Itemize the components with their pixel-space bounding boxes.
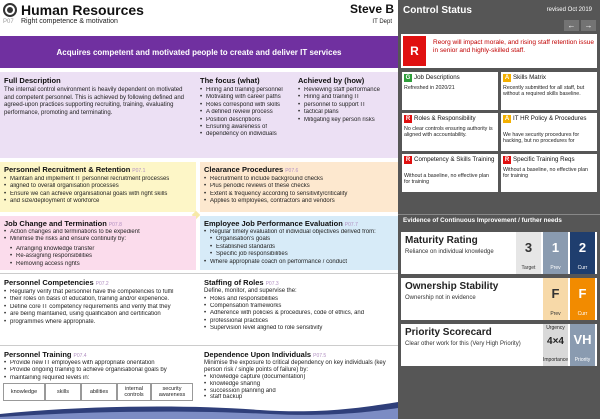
list-item: • Define core IT competency requirements and verify that they	[4, 304, 192, 311]
overall-rating-badge: R	[403, 36, 426, 66]
overall-status	[401, 34, 597, 68]
performance-code: P07.7	[344, 222, 358, 228]
control-desc: Without a baseline, no effective plan for training	[503, 167, 589, 180]
list-item: • Adherence with policies & procedures, code of ethics, and	[204, 310, 394, 317]
control-status-title: Control Status	[403, 5, 472, 16]
skill-cell: abilities	[81, 383, 117, 401]
list-item: • Regular timely evaluation of individual objectives derived from:	[204, 229, 394, 236]
job-change-section	[0, 216, 196, 246]
footer-wave	[0, 402, 398, 419]
list-item: • are being maintained, using qualification and certification	[4, 311, 192, 318]
control-cell[interactable]	[402, 113, 498, 151]
list-item: • aligned to overall organisation processes	[4, 183, 192, 190]
dependence-code: P07.5	[313, 353, 327, 359]
list-item: • Where appropriate coach on performance / conduct	[204, 259, 394, 266]
list-item: • Compensation frameworks	[204, 303, 394, 310]
list-item: • Extent & frequency according to sensitivity/criticality	[204, 191, 394, 198]
next-arrow-button[interactable]: →	[581, 20, 596, 31]
metric-name: Priority Scorecard	[405, 327, 492, 338]
competencies-section	[0, 276, 196, 346]
recruitment-code: P07.1	[132, 168, 146, 174]
metric-tile	[543, 278, 568, 320]
list-item: • Regularly verify that personnel have the competencies to fulfil	[4, 289, 192, 296]
job-change-list	[4, 229, 192, 244]
list-item: • succession planning and	[204, 388, 394, 395]
list-item: • personnel to support IT	[298, 102, 396, 109]
list-item: • Roles correspond with skills	[200, 102, 296, 109]
skill-cell: security awareness	[151, 383, 193, 401]
full-description-text: The internal control environment is heavily dependent on motivated and competent personnel. This is achieved by following defined and agreed-upon practices supporting recruiting, training, evaluating performance, promoting and terminating.	[4, 87, 185, 116]
staffing-title: Staffing of Roles	[204, 278, 264, 287]
list-item: • Plus periodic reviews of these checks	[204, 183, 394, 190]
competencies-list	[4, 289, 192, 326]
training-list	[4, 360, 192, 382]
training-title: Personnel Training	[4, 350, 72, 359]
clearance-title: Clearance Procedures	[204, 165, 284, 174]
owner-name: Steve B	[349, 2, 394, 16]
control-title: Skills Matrix	[513, 74, 547, 81]
job-change-title: Job Change and Termination	[4, 219, 107, 228]
process-code: P07	[3, 19, 14, 25]
list-item: • Ensure we can achieve organisational goals with right skills	[4, 191, 192, 198]
focus-list	[200, 87, 296, 139]
tile-value: 4×4	[547, 336, 564, 347]
list-item: • Established standards	[204, 244, 394, 251]
control-cell[interactable]	[402, 154, 498, 192]
tile-label: Priority	[574, 357, 591, 363]
clearance-code: P07.6	[285, 168, 299, 174]
divider	[0, 345, 398, 346]
metric-card	[401, 324, 597, 366]
list-item: • dependency on individuals	[200, 131, 296, 138]
tile-value: VH	[573, 332, 592, 347]
tile-label: Prev	[550, 311, 561, 317]
performance-list-after	[204, 259, 394, 266]
metric-desc: Reliance on individual knowledge	[405, 249, 494, 255]
achieved-title: Achieved by (how)	[298, 76, 365, 85]
rating-badge: R	[405, 116, 411, 122]
purpose-banner: Acquires competent and motivated people to create and deliver IT services	[0, 36, 398, 68]
control-cell[interactable]	[402, 72, 498, 110]
tile-value: 3	[524, 240, 533, 255]
list-item: • Applies to employees, contractors and vendors	[204, 198, 394, 205]
control-desc: No clear controls ensuring authority is aligned with accountability.	[404, 126, 493, 139]
control-cell[interactable]	[501, 113, 597, 151]
control-desc: Without a baseline, no effective plan for training	[404, 173, 490, 186]
list-item: • Provide new IT employees with appropriate orientation	[4, 360, 192, 367]
control-title: Specific Training Reqs	[513, 156, 575, 163]
list-item: • Re-assigning responsibilities	[4, 253, 192, 260]
clearance-section	[200, 162, 398, 212]
list-item: • Specific job responsibilities	[204, 251, 394, 258]
skills-strip	[3, 383, 193, 401]
list-item: • Minimise the risks and ensure continuity by:	[4, 236, 192, 243]
list-item: • maintaining required levels in:	[4, 375, 192, 382]
control-status-panel	[398, 0, 600, 419]
recruitment-section	[0, 162, 196, 212]
rating-badge: R	[405, 157, 411, 163]
list-item: • Position descriptions	[200, 117, 296, 124]
owner-dept: IT Dept	[372, 19, 392, 25]
metric-tile	[570, 278, 595, 320]
list-item: • Organisation's goals	[204, 236, 394, 243]
prev-arrow-button[interactable]: ←	[564, 20, 579, 31]
metric-tile	[570, 324, 595, 366]
control-title: Job Descriptions	[414, 74, 460, 81]
process-target-icon	[3, 3, 17, 17]
tile-value: F	[551, 286, 560, 301]
achieved-list	[298, 87, 396, 124]
competencies-title: Personnel Competencies	[4, 278, 94, 287]
skill-cell: knowledge	[3, 383, 45, 401]
metric-tile	[543, 232, 568, 274]
dependence-section	[200, 348, 398, 402]
staffing-code: P07.3	[265, 281, 279, 287]
tile-label: Importance	[543, 357, 569, 363]
job-change-subsection	[0, 246, 196, 270]
full-description-title: Full Description	[4, 76, 61, 85]
list-item: • Arranging knowledge transfer	[4, 246, 192, 253]
metric-desc: Ownership not in evidence	[405, 295, 476, 301]
metric-desc: Clear other work for this (Very High Priority)	[405, 341, 521, 347]
overall-status-text: Reorg will impact morale, and rising staff retention issue in senior and highly-skilled staff.	[433, 39, 595, 54]
tile-value: 2	[578, 240, 587, 255]
list-item: • knowledge capture (documentation)	[204, 374, 394, 381]
metric-card	[401, 232, 597, 274]
list-item: • staff backup	[204, 394, 394, 401]
job-change-code: P07.8	[108, 222, 122, 228]
rating-badge: R	[504, 157, 510, 163]
list-item: • knowledge sharing	[204, 381, 394, 388]
list-item: • Recruitment to include background checks	[204, 176, 394, 183]
performance-section	[200, 216, 398, 270]
training-section	[0, 348, 196, 382]
staffing-list	[204, 296, 394, 333]
list-item: • their roles on basis of education, training and/or experience.	[4, 296, 192, 303]
control-desc: Recently submitted for all staff, but without a required skills baseline.	[503, 85, 585, 98]
list-item: • Reviewing staff performance	[298, 87, 396, 94]
metric-tile	[570, 232, 595, 274]
control-cell[interactable]	[501, 72, 597, 110]
list-item: • Supervision level aligned to role sensitivity	[204, 325, 394, 332]
list-item: • Maintain and implement IT personnel recruitment processes	[4, 176, 192, 183]
page-title: Human Resources	[21, 2, 144, 18]
metric-card	[401, 278, 597, 320]
tile-label: Target	[521, 265, 536, 271]
metric-name: Maturity Rating	[405, 235, 478, 246]
control-title: Roles & Responsibility	[414, 115, 476, 122]
focus-title: The focus (what)	[200, 76, 260, 85]
tile-value: F	[578, 286, 587, 301]
recruitment-list	[4, 176, 192, 206]
list-item: • Removing access rights	[4, 261, 192, 268]
performance-list	[204, 229, 394, 236]
staffing-intro: Define, monitor, and supervise the:	[204, 288, 297, 294]
tile-value: 1	[551, 240, 560, 255]
list-item: • A defined review process	[200, 109, 296, 116]
recruitment-title: Personnel Recruitment & Retention	[4, 165, 131, 174]
rating-badge: A	[504, 75, 510, 81]
dependence-title: Dependence Upon Individuals	[204, 350, 312, 359]
list-item: • tactical plans	[298, 109, 396, 116]
control-desc: Refreshed in 2020/21	[404, 85, 455, 91]
list-item: • Action changes and terminations to be expedient	[4, 229, 192, 236]
list-item: • Roles and responsibilities	[204, 296, 394, 303]
revised-date: revised Oct 2019	[546, 7, 592, 13]
list-item: • Mitigating key person risks	[298, 117, 396, 124]
job-change-sublist	[4, 246, 192, 268]
tile-label: Curr	[577, 265, 588, 271]
metric-tile	[516, 232, 541, 274]
skill-cell: internal controls	[117, 383, 151, 401]
list-item: • programmes where appropriate.	[4, 319, 192, 326]
performance-title: Employee Job Performance Evaluation	[204, 219, 343, 228]
list-item: • and size/deployment of workforce	[4, 198, 192, 205]
evidence-title: Evidence of Continuous Improvement / further needs	[398, 214, 600, 224]
staffing-section	[200, 276, 398, 346]
clearance-list	[204, 176, 394, 206]
competencies-code: P07.2	[95, 281, 109, 287]
list-item: • Provide ongoing training to achieve organisational goals by	[4, 367, 192, 374]
control-desc: We have security procedures for hacking, but no procedures for	[503, 132, 580, 145]
rating-badge: A	[504, 116, 510, 122]
tile-label: Prev	[550, 265, 561, 271]
dependence-list	[204, 374, 394, 401]
performance-sublist	[204, 236, 394, 258]
training-code: P07.4	[73, 353, 87, 359]
control-title: IT HR Policy & Procedures	[513, 115, 587, 122]
page-subtitle: Right competence & motivation	[21, 18, 118, 25]
divider	[0, 273, 398, 274]
control-title: Competency & Skills Training	[414, 156, 495, 163]
list-item: • Motivating with career paths	[200, 94, 296, 101]
control-cell[interactable]	[501, 154, 597, 192]
description-section	[0, 72, 398, 158]
tile-top-label: Urgency	[546, 325, 565, 331]
rating-badge: G	[405, 75, 411, 81]
list-item: • professional practices	[204, 318, 394, 325]
dependence-intro: Minimise the exposure to critical dependency on key individuals (key person risk / single points of failure) by:	[204, 360, 386, 373]
list-item: • Hiring and training IT	[298, 94, 396, 101]
metric-name: Ownership Stability	[405, 281, 499, 292]
tile-label: Curr	[577, 311, 588, 317]
skill-cell: skills	[45, 383, 81, 401]
list-item: • Hiring and training personnel	[200, 87, 296, 94]
page-header	[0, 0, 398, 34]
list-item: • Ensuring awareness of	[200, 124, 296, 131]
metric-tile	[543, 324, 568, 366]
